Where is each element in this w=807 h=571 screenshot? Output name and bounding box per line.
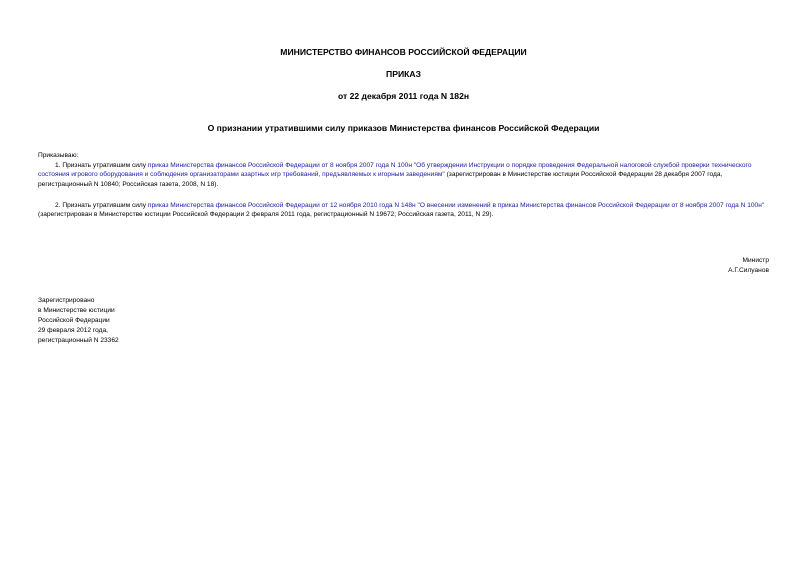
registration-line: регистрационный N 23362 (38, 337, 119, 344)
item-1-link[interactable]: приказ Министерства финансов Российской Федерации от 8 ноября 2007 года N 100н "Об утверждении Инструкции о порядке проведения Федеральной налоговой службой проверки технического состояния игрового оборудования и соблюдения организаторами азартных игр требований, предъявляемых к игорным заведениям" (38, 162, 752, 179)
item-2-suffix: (зарегистрирован в Министерстве юстиции Российской Федерации 2 февраля 2011 года, регистрационный N 19672; Российская газета, 2011, N 29). (38, 211, 494, 219)
registration-line: 29 февраля 2012 года, (38, 327, 108, 334)
ministry-heading: МИНИСТЕРСТВО ФИНАНСОВ РОССИЙСКОЙ ФЕДЕРАЦИИ (280, 47, 527, 57)
item-2-link[interactable]: приказ Министерства финансов Российской Федерации от 12 ноября 2010 года N 148н "О внесении изменений в приказ Министерства финансов Российской Федерации от 8 ноября 2007 года N 100н" (147, 202, 765, 209)
item-2-paragraph (38, 201, 770, 220)
item-1-suffix: (зарегистрирован в Министерстве юстиции Российской Федерации 28 декабря 2007 года, регистрационный N 10840; Российская газета, 2008, N 18). (38, 171, 723, 188)
item-1-prefix: 1. Признать утратившим силу (55, 162, 148, 169)
signature-title: Министр (742, 257, 769, 264)
signature-name: А.Г.Силуанов (728, 267, 769, 274)
intro-paragraph: Приказываю: (38, 152, 79, 159)
item-1-paragraph (38, 161, 770, 189)
registration-line: Зарегистрировано (38, 297, 95, 304)
registration-line: Российской Федерации (38, 317, 110, 324)
registration-line: в Министерстве юстиции (38, 307, 115, 314)
date-number-heading: от 22 декабря 2011 года N 182н (337, 91, 470, 101)
document-type-heading: ПРИКАЗ (386, 69, 421, 79)
subject-heading: О признании утратившими силу приказов Министерства финансов Российской Федерации (207, 123, 600, 133)
item-2-prefix: 2. Признать утратившим силу (55, 202, 148, 209)
